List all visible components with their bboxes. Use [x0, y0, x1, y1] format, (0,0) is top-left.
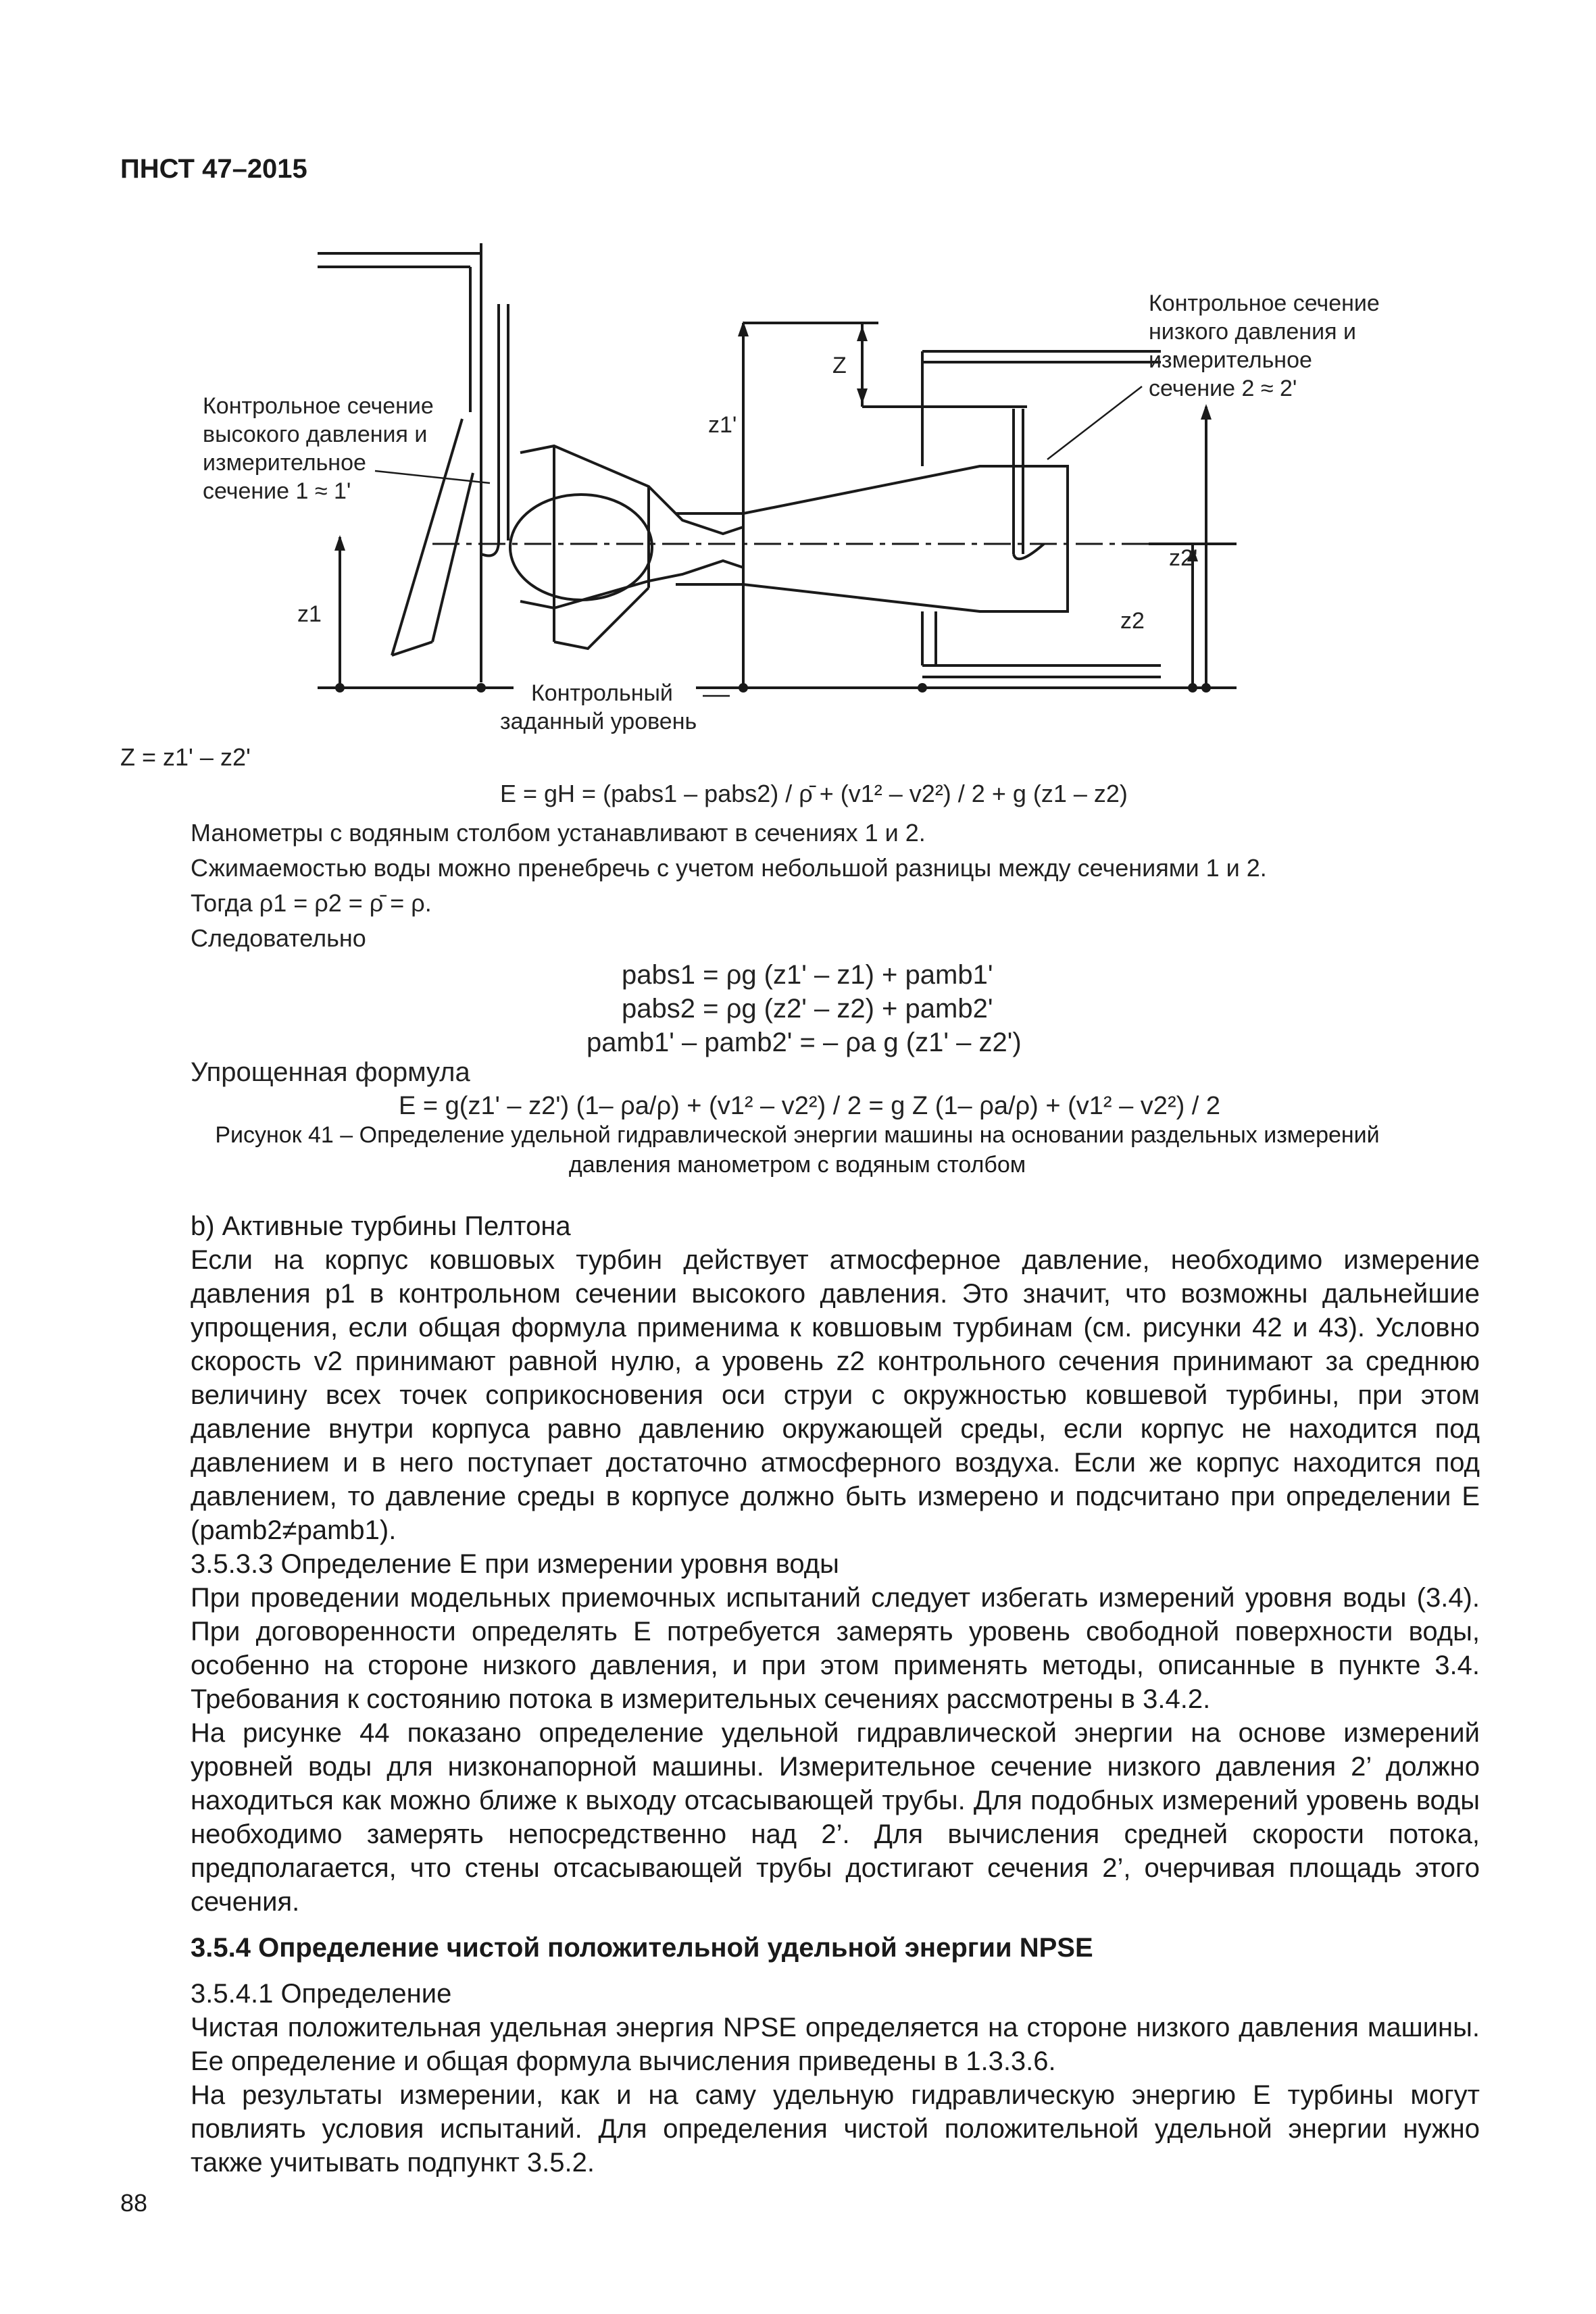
note-then: Тогда ρ1 = ρ2 = ρ̄ = ρ.	[191, 889, 432, 917]
figure-caption-line1: Рисунок 41 – Определение удельной гидравлической энергии машины на основании раздельных измерений	[215, 1122, 1380, 1148]
simplified-formula-label: Упрощенная формула	[191, 1057, 470, 1087]
page-number: 88	[120, 2189, 148, 2217]
subsection-3-5-3-3: 3.5.3.3 Определение E при измерении уровня воды	[191, 1549, 839, 1579]
equation-pabs1: pabs1 = ρg (z1' – z1) + pamb1'	[622, 960, 993, 990]
label-Z: Z	[832, 353, 847, 378]
equation-pabs2: pabs2 = ρg (z2' – z2) + pamb2'	[622, 994, 993, 1024]
section-b-heading: b) Активные турбины Пелтона	[191, 1211, 571, 1241]
note-consequently: Следовательно	[191, 924, 366, 952]
label-high-pressure-line3: измерительное	[203, 450, 366, 476]
note-manometers: Манометры с водяным столбом устанавливают в сечениях 1 и 2.	[191, 819, 926, 847]
subsection-3-5-4-1: 3.5.4.1 Определение	[191, 1979, 452, 2009]
document-header: ПНСТ 47–2015	[120, 154, 307, 184]
label-reference-line2: заданный уровень	[500, 709, 697, 734]
label-low-pressure-line4: сечение 2 ≈ 2'	[1149, 376, 1297, 401]
label-high-pressure-line2: высокого давления и	[203, 422, 428, 447]
paragraph-model-tests: При проведении модельных приемочных испытаний следует избегать измерений уровня воды (3.4). При договоренности определять E потребуется замерять уровень свободной поверхности воды, особенно на стороне низкого давления, и при этом применять методы, описанные в пункте 3.4. Требования к состоянию потока в измерительных сечениях рассмотрены в 3.4.2.	[191, 1583, 1480, 1714]
label-high-pressure-line1: Контрольное сечение	[203, 393, 434, 419]
equation-pamb: pamb1' – pamb2' = – ρa g (z1' – z2')	[587, 1028, 1022, 1057]
paragraph-npse-definition: Чистая положительная удельная энергия NPSE определяется на стороне низкого давления машины. Ее определение и общая формула вычисления приведены в 1.3.3.6.	[191, 2013, 1480, 2076]
note-compressibility: Сжимаемостью воды можно пренебречь с учетом небольшой разницы между сечениями 1 и 2.	[191, 854, 1267, 882]
turbine-diagram	[0, 0, 1596, 757]
label-high-pressure-line4: сечение 1 ≈ 1'	[203, 478, 351, 504]
label-low-pressure-line2: низкого давления и	[1149, 319, 1356, 345]
heading-3-5-4: 3.5.4 Определение чистой положительной удельной энергии NPSE	[191, 1933, 1093, 1963]
formula-z-definition: Z = z1' – z2'	[120, 743, 251, 771]
paragraph-test-conditions: На результаты измерении, как и на саму удельную гидравлическую энергию E турбины могут повлиять условия испытаний. Для определения чистой положительной удельной энергии нужно также учитывать подпункт 3.5.2.	[191, 2080, 1480, 2178]
label-z2-prime: z2'	[1169, 545, 1198, 571]
figure-caption-line2: давления манометром с водяным столбом	[568, 1152, 1026, 1178]
label-low-pressure-line1: Контрольное сечение	[1149, 291, 1380, 316]
paragraph-figure-44: На рисунке 44 показано определение удельной гидравлической энергии на основе измерений уровней воды для низконапорной машины. Измерительное сечение низкого давления 2’ должно находиться как можно ближе к выходу отсасывающей трубы. Для подобных измерений уровень воды необходимо замерять непосредственно над 2’. Для вычисления средней скорости потока, предполагается, что стены отсасывающей трубы достигают сечения 2’, очерчивая площадь этого сечения.	[191, 1718, 1480, 1917]
label-z2: z2	[1120, 608, 1145, 634]
formula-energy: E = gH = (pabs1 – pabs2) / ρ̄ + (v1² – v2²) / 2 + g (z1 – z2)	[500, 780, 1128, 807]
label-low-pressure-line3: измерительное	[1149, 347, 1312, 373]
body-text	[191, 1209, 1480, 2180]
label-z1-prime: z1'	[708, 412, 737, 438]
paragraph-pelton: Если на корпус ковшовых турбин действует атмосферное давление, необходимо измерение давления p1 в контрольном сечении высокого давления. Это значит, что возможны дальнейшие упрощения, если общая формула применима к ковшовым турбинам (см. рисунки 42 и 43). Условно скорость v2 принимают равной нулю, а уровень z2 контрольного сечения принимают за среднюю величину всех точек соприкосновения оси струи с окружностью ковшевой турбины, при этом давление внутри корпуса равно давлению окружающей среды, если корпус не находится под давлением и в него поступает достаточно атмосферного воздуха. Если же корпус находится под давлением, то давление среды в корпусе должно быть измерено и подсчитано при определении E (pamb2≠pamb1).	[191, 1245, 1480, 1545]
label-z1: z1	[297, 601, 322, 627]
figure-caption	[135, 1120, 1460, 1180]
simplified-formula: E = g(z1' – z2') (1– ρa/ρ) + (v1² – v2²) / 2 = g Z (1– ρa/ρ) + (v1² – v2²) / 2	[399, 1092, 1221, 1120]
label-reference-line1: Контрольный	[531, 680, 673, 706]
